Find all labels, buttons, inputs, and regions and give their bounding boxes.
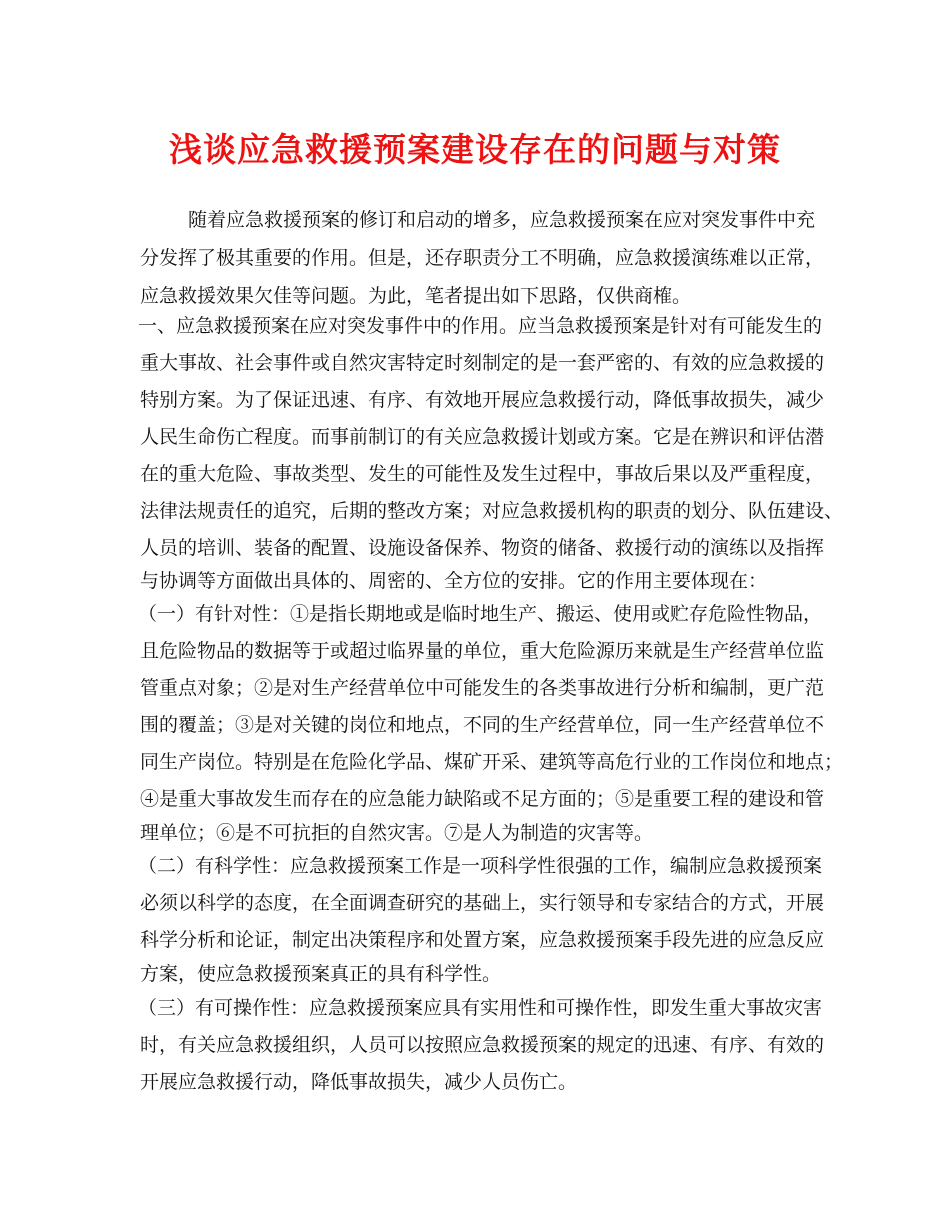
paragraph-line: 理单位；⑥是不可抗拒的自然灾害。⑦是人为制造的灾害等。: [140, 822, 654, 844]
paragraph-line: ④是重大事故发生而存在的应急能力缺陷或不足方面的；⑤是重要工程的建设和管: [140, 788, 825, 810]
paragraph-line: （二）有科学性：应急救援预案工作是一项科学性很强的工作，编制应急救援预案: [138, 855, 823, 877]
paragraph-line: 分发挥了极其重要的作用。但是，还存职责分工不明确，应急救援演练难以正常，: [140, 247, 825, 269]
paragraph-line: 法律法规责任的追究，后期的整改方案；对应急救援机构的职责的划分、队伍建设、: [140, 500, 844, 522]
paragraph-line: 时，有关应急救援组织，人员可以按照应急救援预案的规定的迅速、有序、有效的: [140, 1034, 825, 1056]
paragraph-line: 同生产岗位。特别是在危险化学品、煤矿开采、建筑等高危行业的工作岗位和地点；: [140, 751, 844, 773]
paragraph-line: 随着应急救援预案的修订和启动的增多，应急救援预案在应对突发事件中充: [188, 209, 816, 231]
paragraph-line: 应急救援效果欠佳等问题。为此，笔者提出如下思路，仅供商榷。: [140, 285, 692, 307]
paragraph-line: 在的重大危险、事故类型、发生的可能性及发生过程中，事故后果以及严重程度，: [140, 463, 825, 485]
paragraph-line: 方案，使应急救援预案真正的具有科学性。: [140, 963, 502, 985]
paragraph-line: 科学分析和论证，制定出决策程序和处置方案，应急救援预案手段先进的应急反应: [140, 929, 825, 951]
paragraph-line: 人员的培训、装备的配置、设施设备保养、物资的储备、救援行动的演练以及指挥: [140, 537, 825, 559]
paragraph-line: （一）有针对性：①是指长期地或是临时地生产、搬运、使用或贮存危险性物品，: [138, 603, 823, 625]
paragraph-line: 人民生命伤亡程度。而事前制订的有关应急救援计划或方案。它是在辨识和评估潜: [140, 426, 825, 448]
paragraph-line: 重大事故、社会事件或自然灾害特定时刻制定的是一套严密的、有效的应急救援的: [140, 352, 825, 374]
paragraph-line: 管重点对象；②是对生产经营单位中可能发生的各类事故进行分析和编制，更广范: [140, 677, 825, 699]
paragraph-line: （三）有可操作性：应急救援预案应具有实用性和可操作性，即发生重大事故灾害: [138, 997, 823, 1019]
paragraph-line: 开展应急救援行动，降低事故损失，减少人员伤亡。: [140, 1071, 578, 1093]
paragraph-line: 围的覆盖；③是对关键的岗位和地点，不同的生产经营单位，同一生产经营单位不: [140, 714, 825, 736]
paragraph-line: 必须以科学的态度，在全面调查研究的基础上，实行领导和专家结合的方式，开展: [140, 892, 825, 914]
paragraph-line: 特别方案。为了保证迅速、有序、有效地开展应急救援行动，降低事故损失，减少: [140, 389, 825, 411]
paragraph-line: 一、应急救援预案在应对突发事件中的作用。应当急救援预案是针对有可能发生的: [138, 315, 823, 337]
document-title: 浅谈应急救援预案建设存在的问题与对策: [169, 130, 781, 169]
paragraph-line: 且危险物品的数据等于或超过临界量的单位，重大危险源历来就是生产经营单位监: [140, 640, 825, 662]
paragraph-line: 与协调等方面做出具体的、周密的、全方位的安排。它的作用主要体现在：: [140, 570, 768, 592]
